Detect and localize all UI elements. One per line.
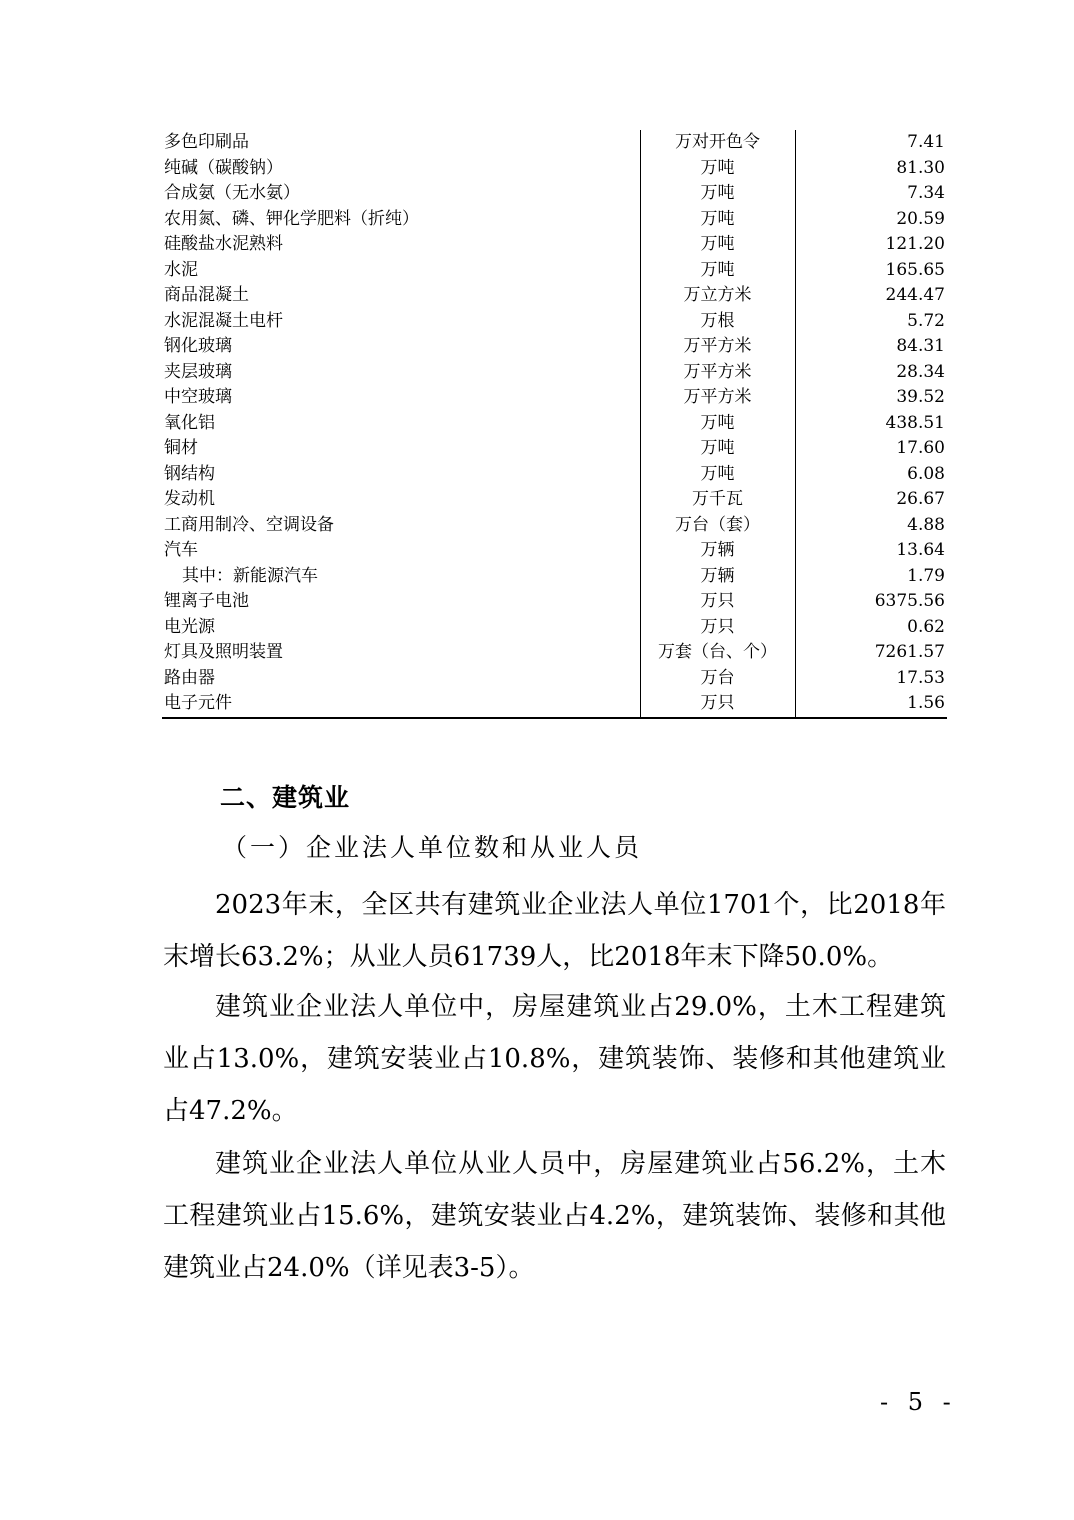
product-unit: 万立方米: [640, 283, 795, 309]
product-unit: 万辆: [640, 564, 795, 590]
product-name: 硅酸盐水泥熟料: [164, 234, 283, 254]
product-name: 汽车: [164, 540, 198, 560]
product-value: 26.67: [896, 489, 945, 509]
table-row: [162, 564, 947, 590]
product-name: 其中：新能源汽车: [182, 565, 318, 586]
product-value: 244.47: [885, 285, 945, 305]
product-value: 7.34: [907, 183, 945, 203]
table-row: [162, 207, 947, 233]
table-row: [162, 436, 947, 462]
product-unit: 万只: [640, 615, 795, 641]
product-unit: 万台: [640, 666, 795, 692]
product-value: 7261.57: [874, 642, 945, 662]
product-name: 工商用制冷、空调设备: [164, 514, 334, 535]
product-unit: 万吨: [640, 411, 795, 437]
product-name: 合成氨（无水氨）: [164, 183, 300, 203]
product-unit: 万台（套）: [640, 513, 795, 539]
paragraph: 2023年末，全区共有建筑业企业法人单位1701个，比2018年末增长63.2%；从业人员61739人，比2018年末下降50.0%。: [163, 890, 946, 972]
product-value: 17.60: [896, 438, 945, 458]
product-value: 20.59: [896, 208, 945, 229]
product-name: 铜材: [164, 438, 198, 458]
product-value: 6.08: [907, 463, 945, 484]
table-row: [162, 462, 947, 488]
product-value: 438.51: [885, 412, 945, 433]
product-value: 0.62: [907, 616, 945, 637]
product-name: 钢结构: [164, 463, 215, 484]
product-value: 1.79: [907, 565, 945, 586]
table-row: [162, 334, 947, 360]
subsection-title: （一）企业法人单位数和从业人员: [222, 833, 643, 862]
product-name: 氧化铝: [164, 412, 215, 433]
product-unit: 万吨: [640, 207, 795, 233]
table-row: [162, 156, 947, 182]
product-unit: 万吨: [640, 436, 795, 462]
table-row: [162, 309, 947, 335]
product-name: 锂离子电池: [164, 591, 249, 611]
product-unit: 万千瓦: [640, 487, 795, 513]
table-row: [162, 513, 947, 539]
product-name: 发动机: [164, 489, 215, 509]
product-name: 电光源: [164, 616, 215, 637]
product-name: 水泥: [164, 259, 198, 280]
table-row: [162, 691, 947, 718]
product-unit: 万只: [640, 589, 795, 615]
product-name: 水泥混凝土电杆: [164, 310, 283, 331]
product-name: 路由器: [164, 667, 215, 688]
product-value: 1.56: [795, 691, 947, 718]
product-name: 多色印刷品: [164, 132, 249, 152]
product-name: 电子元件: [162, 691, 640, 718]
product-name: 灯具及照明装置: [164, 642, 283, 662]
product-unit: 万吨: [640, 258, 795, 284]
table-row: [162, 181, 947, 207]
product-value: 5.72: [907, 310, 945, 331]
table-row: [162, 640, 947, 666]
product-unit: 万吨: [640, 232, 795, 258]
product-name: 纯碱（碳酸钠）: [164, 157, 283, 178]
product-output-table: [162, 130, 947, 719]
product-name: 农用氮、磷、钾化学肥料（折纯）: [164, 208, 419, 229]
product-unit: 万只: [640, 691, 795, 718]
product-unit: 万根: [640, 309, 795, 335]
product-unit: 万平方米: [640, 385, 795, 411]
product-value: 84.31: [896, 336, 945, 356]
product-value: 39.52: [896, 387, 945, 407]
product-unit: 万辆: [640, 538, 795, 564]
product-unit: 万套（台、个）: [640, 640, 795, 666]
product-value: 121.20: [885, 234, 945, 254]
product-name: 商品混凝土: [164, 285, 249, 305]
table-row: [162, 258, 947, 284]
product-value: 4.88: [907, 514, 945, 535]
product-unit: 万平方米: [640, 360, 795, 386]
product-unit: 万吨: [640, 181, 795, 207]
table-row: [162, 589, 947, 615]
table-row: [162, 666, 947, 692]
paragraph: 建筑业企业法人单位从业人员中，房屋建筑业占56.2%，土木工程建筑业占15.6%，建筑安装业占4.2%，建筑装饰、装修和其他建筑业占24.0%（详见表3-5）。: [163, 1149, 946, 1283]
product-unit: 万吨: [640, 462, 795, 488]
table-row: [162, 385, 947, 411]
product-unit: 万平方米: [640, 334, 795, 360]
table-row: [162, 130, 947, 156]
product-value: 13.64: [896, 540, 945, 560]
table-row: [162, 487, 947, 513]
product-value: 28.34: [896, 361, 945, 382]
product-unit: 万对开色令: [640, 130, 795, 156]
product-name: 中空玻璃: [164, 387, 232, 407]
product-value: 6375.56: [874, 591, 945, 611]
page-number: - 5 -: [880, 1388, 957, 1416]
product-name: 夹层玻璃: [164, 361, 232, 382]
section-title: 二、建筑业: [220, 783, 351, 812]
table-row: [162, 232, 947, 258]
table-row: [162, 411, 947, 437]
product-value: 165.65: [885, 259, 945, 280]
table-row: [162, 360, 947, 386]
table-row: [162, 538, 947, 564]
product-value: 81.30: [896, 157, 945, 178]
product-unit: 万吨: [640, 156, 795, 182]
product-value: 7.41: [907, 132, 945, 152]
product-value: 17.53: [896, 667, 945, 688]
paragraph: 建筑业企业法人单位中，房屋建筑业占29.0%，土木工程建筑业占13.0%，建筑安装业占10.8%，建筑装饰、装修和其他建筑业占47.2%。: [163, 992, 946, 1126]
table-row: [162, 615, 947, 641]
product-name: 钢化玻璃: [164, 336, 232, 356]
table-row: [162, 283, 947, 309]
